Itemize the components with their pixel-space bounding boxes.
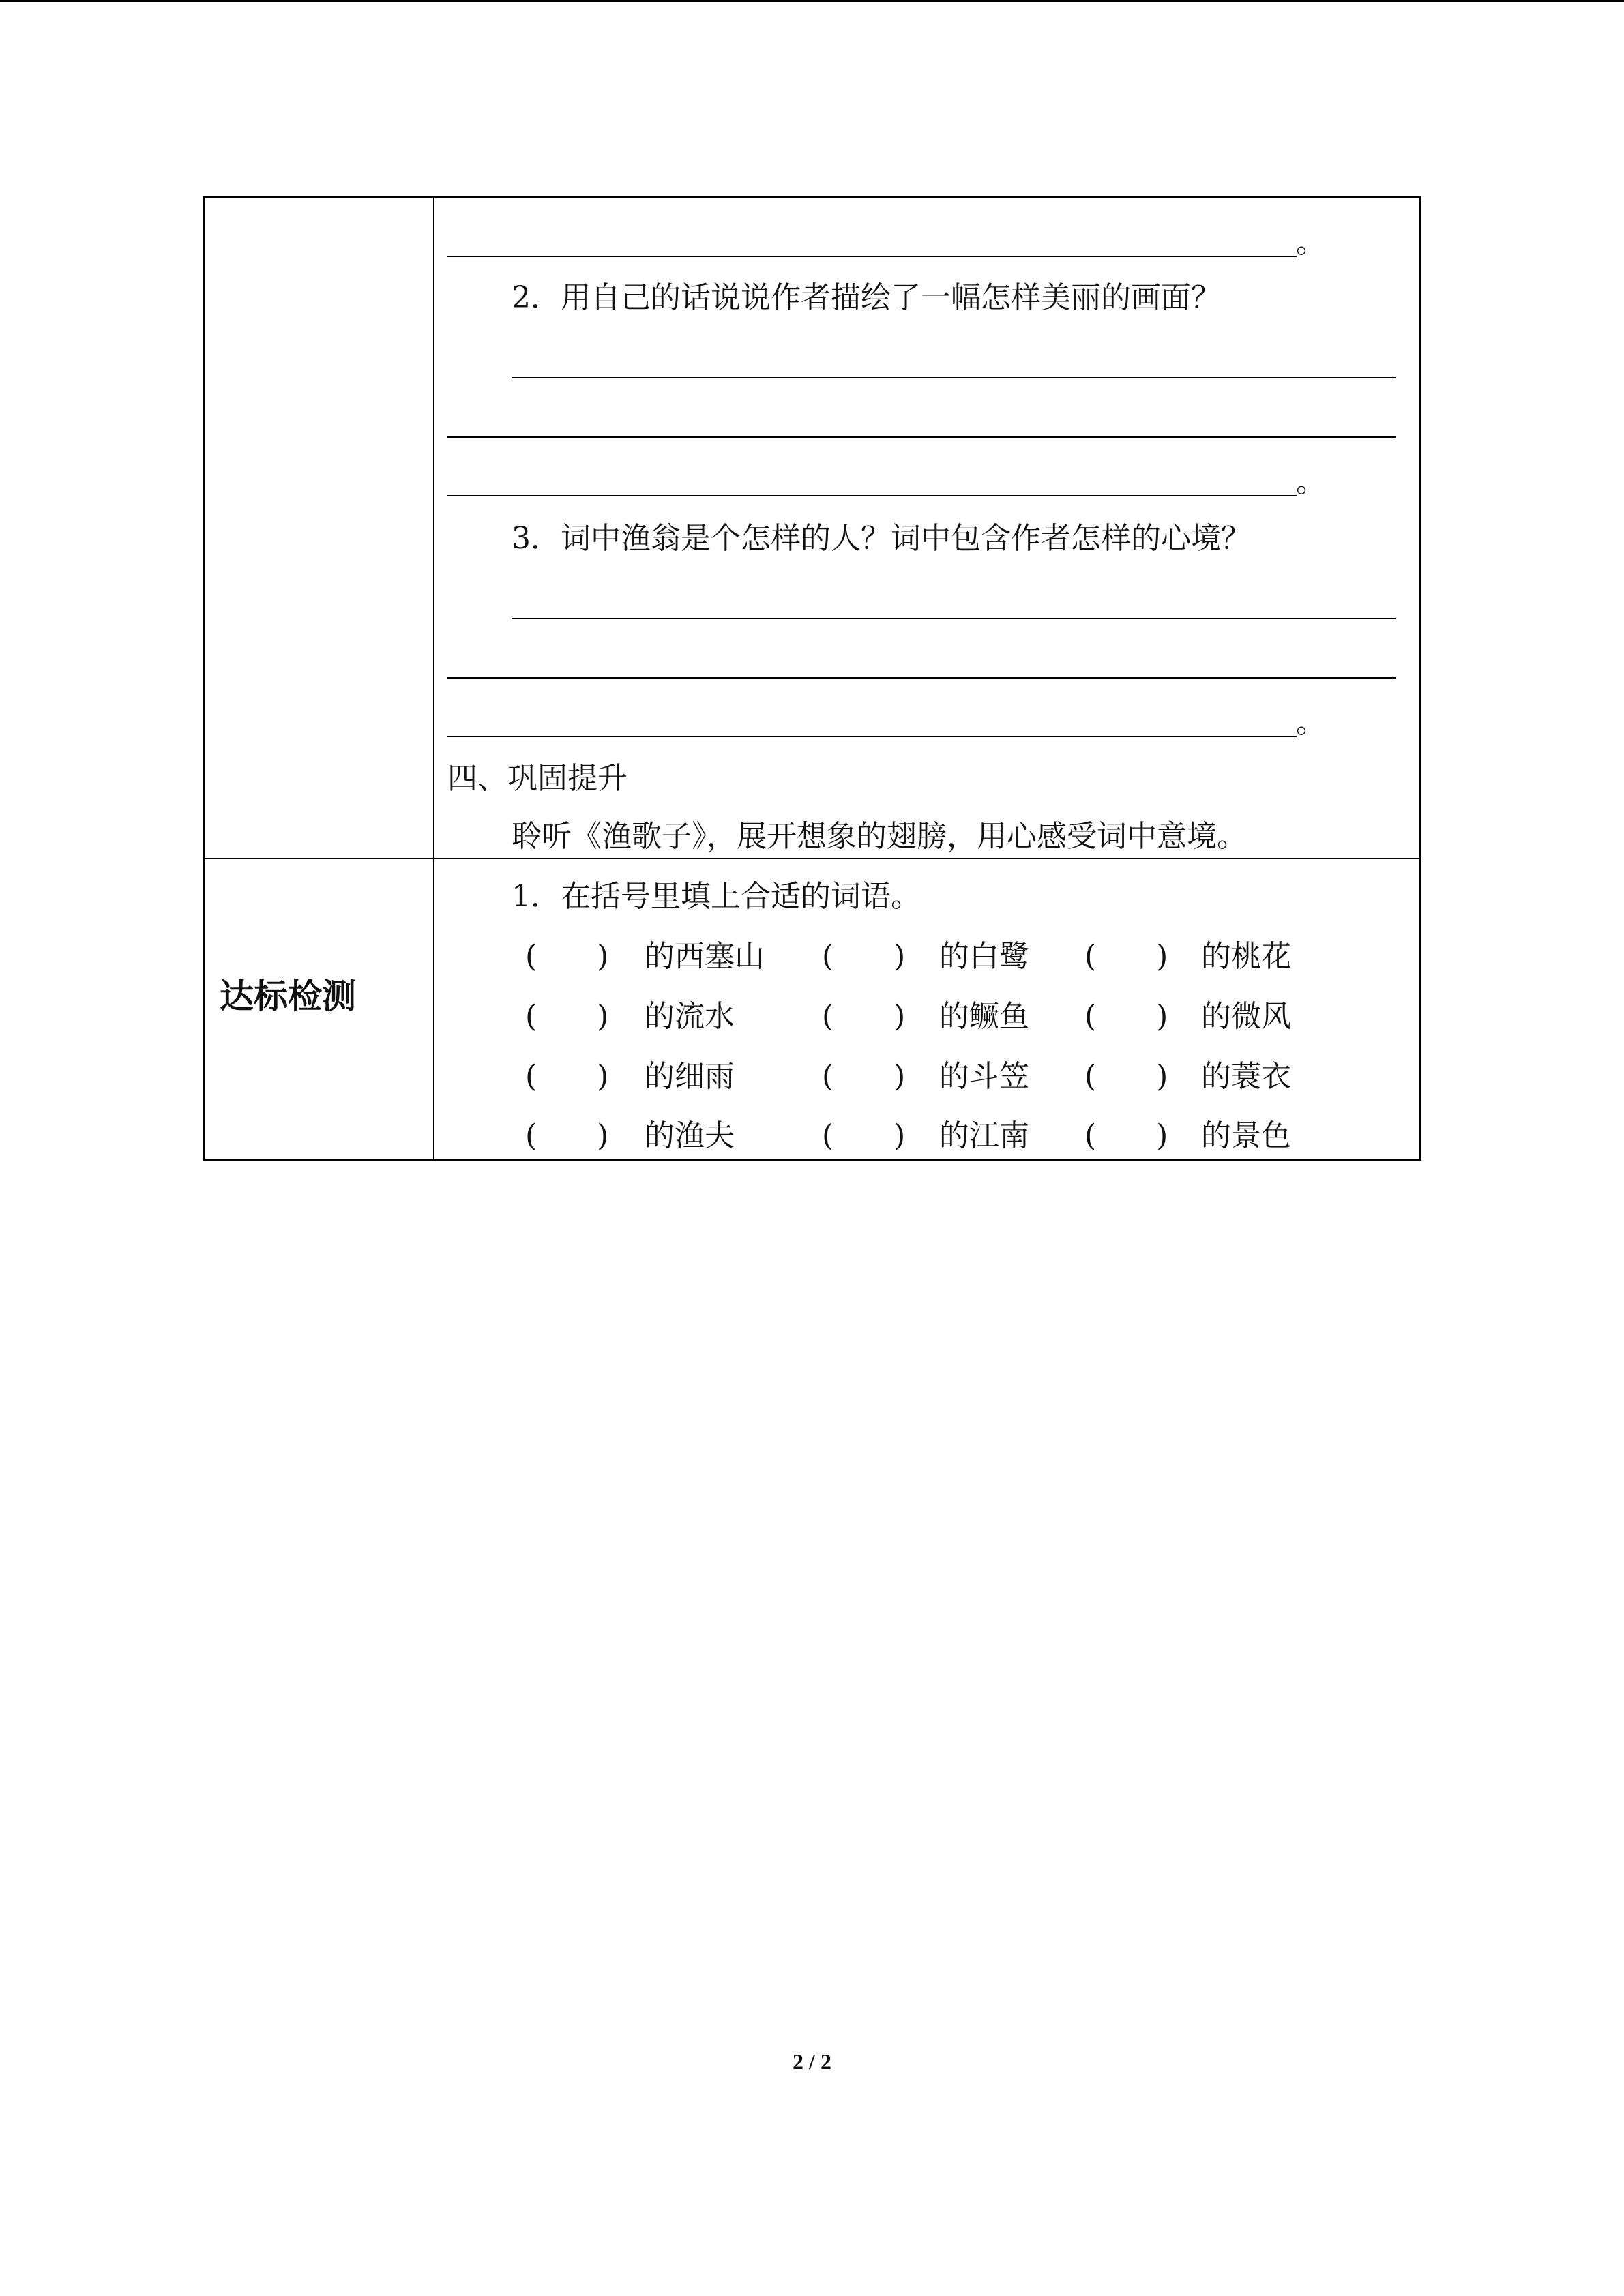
- answer-line: [512, 377, 1396, 378]
- fill-blank: ( ): [525, 999, 609, 1034]
- fill-blank: ( ): [822, 1059, 906, 1094]
- column-divider: [433, 198, 434, 1159]
- fill-blank: ( ): [525, 939, 609, 974]
- fill-blank: ( ): [822, 1118, 906, 1153]
- fill-blank: ( ): [822, 939, 906, 974]
- fill-word: 的蓑衣: [1201, 1059, 1291, 1094]
- fill-word: 的西塞山: [645, 939, 765, 974]
- answer-line: [447, 256, 1297, 257]
- fill-word: 的桃花: [1201, 939, 1291, 974]
- section-4-instruction: 聆听《渔歌子》，展开想象的翅膀，用心感受词中意境。: [512, 819, 1247, 854]
- answer-line: [447, 677, 1396, 679]
- answer-period: 。: [1296, 705, 1326, 740]
- fill-blank: ( ): [525, 1059, 609, 1094]
- fill-word: 的鳜鱼: [939, 999, 1029, 1034]
- fill-blank: ( ): [1084, 999, 1168, 1034]
- fill-blank: ( ): [1084, 1059, 1168, 1094]
- fill-blank: ( ): [822, 999, 906, 1034]
- assessment-question-1: 1．在括号里填上合适的词语。: [512, 879, 921, 914]
- fill-blank: ( ): [1084, 1118, 1168, 1153]
- fill-word: 的景色: [1201, 1118, 1291, 1153]
- fill-blank: ( ): [525, 1118, 609, 1153]
- fill-word: 的斗笠: [939, 1059, 1029, 1094]
- question-3: 3．词中渔翁是个怎样的人？词中包含作者怎样的心境？: [512, 521, 1251, 556]
- answer-period: 。: [1296, 464, 1326, 499]
- worksheet-table: [203, 196, 1421, 1161]
- fill-word: 的微风: [1201, 999, 1291, 1034]
- section-4-title: 四、巩固提升: [447, 761, 628, 796]
- answer-line: [512, 618, 1396, 619]
- answer-line: [447, 436, 1396, 438]
- answer-line: [447, 736, 1297, 737]
- fill-word: 的流水: [645, 999, 735, 1034]
- page-number: 2 / 2: [793, 2049, 831, 2074]
- row-divider: [205, 858, 1419, 859]
- fill-word: 的渔夫: [645, 1118, 735, 1153]
- page-top-border: [0, 0, 1624, 2]
- fill-word: 的白鹭: [939, 939, 1029, 974]
- assessment-label: 达标检测: [220, 976, 356, 1016]
- answer-period: 。: [1296, 225, 1326, 260]
- question-2: 2．用自己的话说说作者描绘了一幅怎样美丽的画面？: [512, 280, 1221, 315]
- fill-word: 的细雨: [645, 1059, 735, 1094]
- fill-blank: ( ): [1084, 939, 1168, 974]
- fill-word: 的江南: [939, 1118, 1029, 1153]
- answer-line: [447, 495, 1297, 496]
